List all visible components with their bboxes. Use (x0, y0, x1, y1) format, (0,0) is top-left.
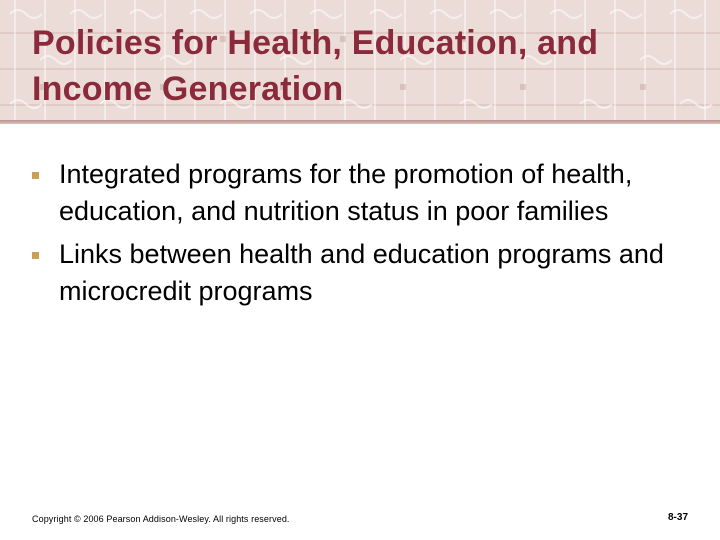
bullet-text: Integrated programs for the promotion of health, education, and nutrition status in poor families (59, 159, 633, 226)
header-divider (0, 120, 720, 124)
square-bullet-icon (32, 172, 39, 179)
bullet-list (30, 156, 670, 316)
header-banner (0, 0, 720, 122)
bullet-text: Links between health and education programs and microcredit programs (59, 239, 664, 306)
page-number: 8-37 (667, 512, 688, 523)
copyright-notice: Copyright © 2006 Pearson Addison-Wesley. All rights reserved. (32, 514, 290, 524)
slide-title: Policies for Health, Education, and Income Generation (32, 24, 599, 108)
square-bullet-icon (32, 252, 39, 259)
list-item (30, 236, 670, 310)
list-item (30, 156, 670, 230)
